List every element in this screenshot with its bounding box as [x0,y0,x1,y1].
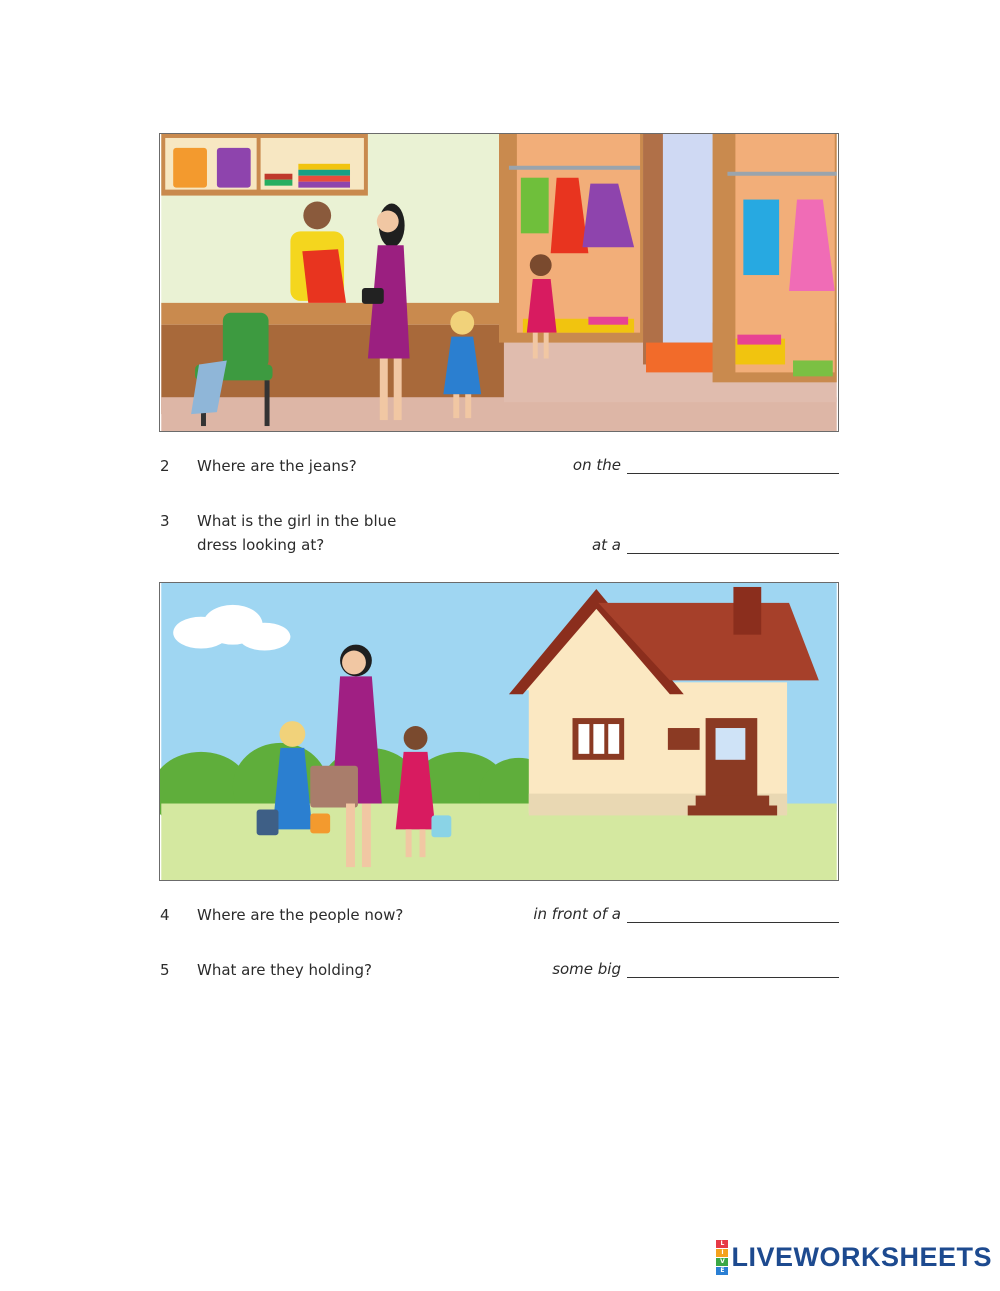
answer-input-girl-looking[interactable] [627,539,839,554]
question-number: 4 [160,906,170,924]
brand-name: LIVEWORKSHEETS [731,1242,992,1272]
question-text: Where are the jeans? [197,457,357,475]
logo-blocks-icon [716,1240,728,1275]
question-number: 3 [160,512,170,530]
logo-block: I [716,1249,728,1257]
clothes-shop-illustration [159,133,839,432]
question-text-line-2: dress looking at? [197,536,325,554]
question-number: 2 [160,457,170,475]
answer-prefix: in front of a [533,905,621,923]
answer-input-people-location[interactable] [627,908,839,923]
logo-block: E [716,1267,728,1275]
logo-block: L [716,1240,728,1248]
house-scene-illustration [159,582,839,881]
answer-prefix: at a [591,536,621,554]
answer-row [533,905,839,923]
question-text-line-1: What is the girl in the blue [197,512,397,530]
answer-prefix: some big [552,960,621,978]
liveworksheets-logo [716,1240,992,1275]
question-number: 5 [160,961,170,979]
answer-row [592,536,839,554]
question-text: Where are the people now? [197,906,404,924]
answer-prefix: on the [572,456,621,474]
question-text: What are they holding? [197,961,372,979]
logo-block: V [716,1258,728,1266]
answer-input-holding[interactable] [627,963,839,978]
answer-row [552,960,839,978]
answer-input-jeans[interactable] [627,459,839,474]
answer-row [573,456,839,474]
